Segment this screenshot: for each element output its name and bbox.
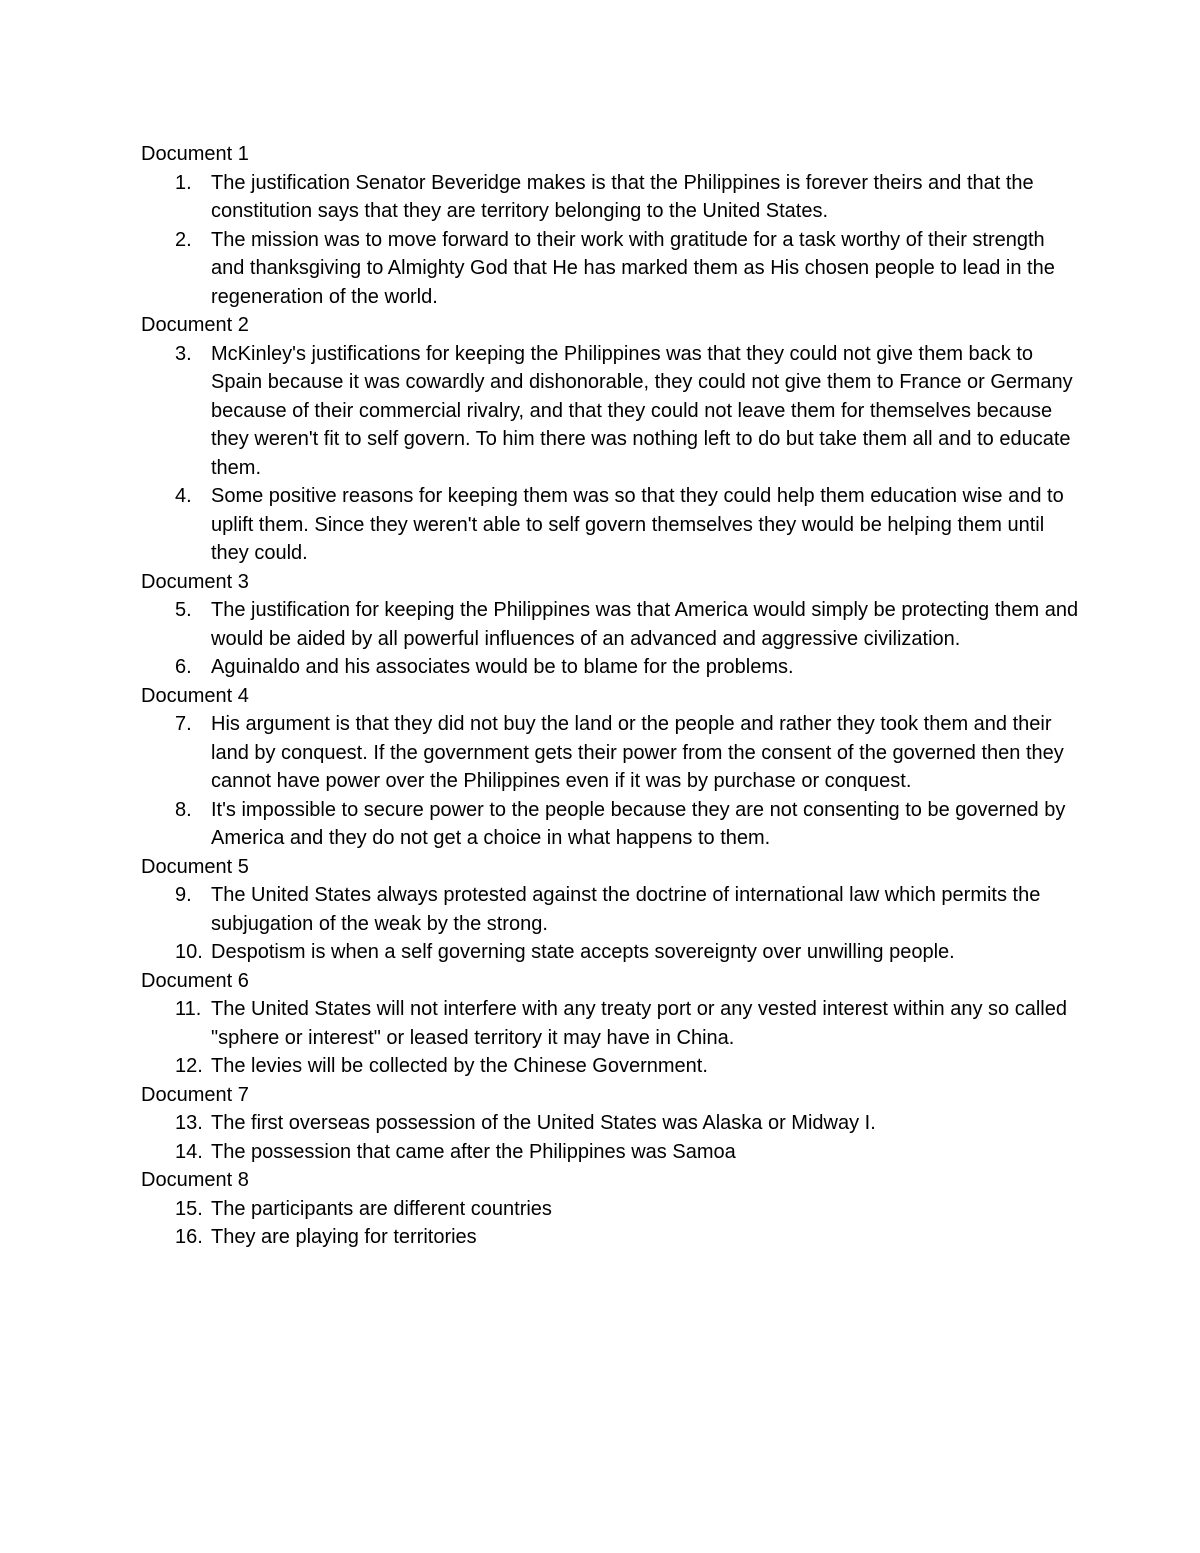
- section-heading: Document 5: [141, 855, 249, 878]
- item-text: His argument is that they did not buy the land or the people and rather they took them and their land by conquest. If the government gets their power from the consent of the governed then they cannot have power over the Philippines even if it was by purchase or conquest.: [211, 713, 1064, 792]
- item-number: 14.: [175, 1140, 203, 1163]
- list-item: [141, 1195, 1081, 1224]
- item-number: 16.: [175, 1226, 203, 1248]
- item-text: It's impossible to secure power to the people because they are not consenting to be governed by America and they do not get a choice in what happens to them.: [211, 798, 1066, 849]
- section-heading: Document 8: [141, 1169, 249, 1191]
- item-number: 6.: [175, 656, 192, 678]
- list-item: [141, 653, 1081, 682]
- item-number: 9.: [175, 884, 192, 906]
- section-document-5: [141, 853, 1081, 967]
- item-text: The participants are different countries: [211, 1197, 552, 1220]
- item-number: 7.: [175, 713, 192, 735]
- item-text: The United States will not interfere with any treaty port or any vested interest within any so called "sphere or interest" or leased territory it may have in China.: [211, 998, 1067, 1049]
- section-document-4: [141, 682, 1081, 853]
- item-text: Some positive reasons for keeping them was so that they could help them education wise and to uplift them. Since they weren't able to self govern themselves they would be helping them until they could.: [211, 485, 1064, 564]
- list-item: [141, 938, 1081, 967]
- section-document-7: [141, 1081, 1081, 1167]
- section-heading: Document 7: [141, 1083, 249, 1106]
- section-heading: Document 6: [141, 969, 249, 992]
- section-heading: Document 3: [141, 570, 249, 593]
- item-number: 8.: [175, 798, 192, 821]
- item-number: 15.: [175, 1197, 203, 1220]
- item-text: McKinley's justifications for keeping the Philippines was that they could not give them back to Spain because it was cowardly and dishonorable, they could not give them to France or Germany because of their commercial rivalry, and that they could not leave them for themselves because they weren't fit to self govern. To him there was nothing left to do but take them all and to educate them.: [211, 342, 1073, 479]
- item-number: 3.: [175, 342, 192, 365]
- item-number: 4.: [175, 485, 192, 507]
- list-item: [141, 995, 1081, 1052]
- item-text: The levies will be collected by the Chinese Government.: [211, 1055, 708, 1077]
- item-text: The justification Senator Beveridge makes is that the Philippines is forever theirs and that the constitution says that they are territory belonging to the United States.: [211, 171, 1034, 222]
- list-item: [141, 482, 1081, 568]
- list-item: [141, 796, 1081, 853]
- list-item: [141, 1138, 1081, 1167]
- item-number: 13.: [175, 1112, 203, 1134]
- list-item: [141, 340, 1081, 483]
- section-document-1: [141, 140, 1081, 311]
- item-number: 11.: [175, 998, 202, 1020]
- list-item: [141, 169, 1081, 226]
- item-number: 12.: [175, 1055, 203, 1077]
- item-number: 1.: [175, 171, 192, 194]
- list-item: [141, 226, 1081, 312]
- list-item: [141, 881, 1081, 938]
- list-item: [141, 596, 1081, 653]
- item-text: The mission was to move forward to their work with gratitude for a task worthy of their strength and thanksgiving to Almighty God that He has marked them as His chosen people to lead in the regeneration of the world.: [211, 228, 1055, 308]
- section-document-8: [141, 1166, 1081, 1252]
- section-document-3: [141, 568, 1081, 682]
- list-item: [141, 1223, 1081, 1252]
- section-heading: Document 2: [141, 314, 249, 336]
- section-heading: Document 1: [141, 143, 249, 165]
- item-text: The first overseas possession of the United States was Alaska or Midway I.: [211, 1112, 876, 1134]
- item-text: They are playing for territories: [211, 1226, 477, 1248]
- section-heading: Document 4: [141, 684, 249, 707]
- section-document-6: [141, 967, 1081, 1081]
- item-text: The justification for keeping the Philippines was that America would simply be protecting them and would be aided by all powerful influences of an advanced and aggressive civilization.: [211, 599, 1079, 650]
- item-number: 10.: [175, 941, 203, 963]
- section-document-2: [141, 311, 1081, 568]
- list-item: [141, 1052, 1081, 1081]
- item-number: 2.: [175, 228, 192, 251]
- item-number: 5.: [175, 599, 192, 621]
- document-content: [141, 140, 1081, 1252]
- item-text: The United States always protested against the doctrine of international law which permits the subjugation of the weak by the strong.: [211, 884, 1041, 935]
- list-item: [141, 710, 1081, 796]
- list-item: [141, 1109, 1081, 1138]
- item-text: Despotism is when a self governing state accepts sovereignty over unwilling people.: [211, 941, 955, 963]
- item-text: The possession that came after the Philippines was Samoa: [211, 1140, 736, 1163]
- item-text: Aguinaldo and his associates would be to blame for the problems.: [211, 656, 794, 678]
